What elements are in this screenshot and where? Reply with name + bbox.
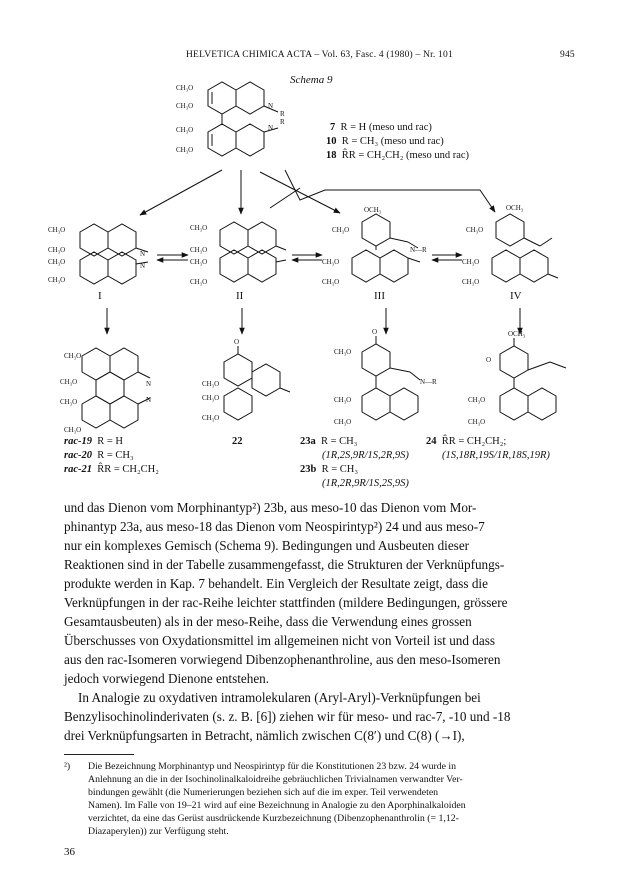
legend-7: 7 R = H (meso und rac) <box>330 122 432 133</box>
running-header: HELVETICA CHIMICA ACTA – Vol. 63, Fasc. 4 (1980) – Nr. 101 <box>186 50 453 60</box>
atom-label-ch3o: CH₃O <box>462 278 480 286</box>
atom-label-och3: OCH₃ <box>508 330 526 338</box>
product-24: 24 R̂R = CH₂CH₂; <box>426 436 507 447</box>
product-24-config: (1S,18R,19S/1R,18S,19R) <box>442 450 550 461</box>
atom-label-ch3o: CH₃O <box>334 348 352 356</box>
body-line: aus den rac-Isomeren vorwiegend Dibenzophenanthroline, aus den meso-Isomeren <box>64 652 501 667</box>
structure-product-22 <box>224 346 290 420</box>
structure-products-19-21 <box>82 348 150 428</box>
body-line: Verknüpfungen in der rac-Reihe leichter stattfinden (mildere Bedingungen, grössere <box>64 595 508 610</box>
atom-label-ch3o: CH₃O <box>48 276 66 284</box>
product-23a-config: (1R,2S,9R/1S,2R,9S) <box>322 450 409 461</box>
atom-label-ch3o: CH₃O <box>462 258 480 266</box>
atom-label-ch3o: CH₃O <box>322 258 340 266</box>
atom-label-ch3o: CH₃O <box>322 278 340 286</box>
atom-label-ch3o: CH₃O <box>202 414 220 422</box>
atom-label-o: O <box>234 338 240 346</box>
atom-label-n: N <box>140 262 146 270</box>
atom-label-ch3o: CH₃O <box>468 418 486 426</box>
atom-label-n: N—R <box>420 378 437 386</box>
atom-label-ch3o: CH₃O <box>334 396 352 404</box>
product-23b-config: (1R,2R,9R/1S,2S,9S) <box>322 478 409 489</box>
product-rac-20: rac-20 R = CH₃ <box>64 450 134 461</box>
atom-label-ch3o: CH₃O <box>190 278 208 286</box>
atom-label-n: N—R <box>410 246 427 254</box>
scheme-title: Schema 9 <box>290 74 333 86</box>
atom-label-ch3o: CH₃O <box>332 226 350 234</box>
structure-start-compound <box>208 82 278 156</box>
atom-label-ch3o: CH₃O <box>190 224 208 232</box>
intermediate-label-I: I <box>98 290 102 302</box>
footnote-text <box>88 760 564 838</box>
atom-label-ch3o: CH₃O <box>60 398 78 406</box>
body-line: drei Verknüpfungsarten in Betracht, nämlich zwischen C(8′) und C(8) (→I), <box>64 728 465 743</box>
intermediate-label-II: II <box>236 290 244 302</box>
product-23a: 23a R = CH₃ <box>300 436 358 447</box>
product-22-label: 22 <box>232 436 243 447</box>
atom-label-n: N <box>146 396 152 404</box>
atom-label-och3: OCH₃ <box>506 204 524 212</box>
atom-label-ch3o: CH₃O <box>202 380 220 388</box>
footnote-line: Diazaperylen)) zur Verfügung steht. <box>88 826 229 837</box>
atom-label-ch3o: CH₃O <box>64 426 82 434</box>
atom-label-ch3o: CH₃O <box>176 146 194 154</box>
footnote-line: Die Bezeichnung Morphinantyp und Neospirintyp für die Konstitutionen 23 bzw. 24 wurde in <box>88 761 457 772</box>
structure-intermediate-II <box>220 222 286 282</box>
atom-label-r: R <box>280 118 285 126</box>
atom-label-ch3o: CH₃O <box>64 352 82 360</box>
body-text <box>64 498 564 745</box>
atom-label-n: N <box>140 250 146 258</box>
atom-label-ch3o: CH₃O <box>60 378 78 386</box>
body-line: Benzylisochinolinderivaten (s. z. B. [6]) ziehen wir für meso- und rac-7, -10 und -18 <box>64 709 511 724</box>
atom-label-ch3o: CH₃O <box>190 246 208 254</box>
atom-label-ch3o: CH₃O <box>468 396 486 404</box>
body-line: Überschusses von Oxydationsmittel im allgemeinen nicht von Vorteil ist und dass <box>64 633 495 648</box>
atom-label-o: O <box>486 356 492 364</box>
footnote-rule <box>64 754 134 755</box>
body-line: nur ein komplexes Gemisch (Schema 9). Bedingungen und Ausbeuten dieser <box>64 538 470 553</box>
body-line: phinantyp 23a, aus meso-18 das Dienon vom Neospirintyp²) 24 und aus meso-7 <box>64 519 485 534</box>
product-rac-21: rac-21 R̂R = CH₂CH₂ <box>64 464 159 475</box>
intermediate-label-III: III <box>374 290 385 302</box>
footnote-marker: ²) <box>64 761 71 772</box>
atom-label-r: R <box>280 110 285 118</box>
atom-label-n: N <box>268 102 274 110</box>
page-number: 945 <box>560 50 575 60</box>
atom-label-ch3o: CH₃O <box>202 394 220 402</box>
product-23b: 23b R = CH₃ <box>300 464 359 475</box>
footnote-line: Anlehnung an die in der Isochinolinalkaloidreihe gebräuchlichen Trivialnamen verwandter Ver- <box>88 774 463 785</box>
atom-label-ch3o: CH₃O <box>334 418 352 426</box>
intermediate-label-IV: IV <box>510 290 522 302</box>
footnote-line: Namen). Im Falle von 19–21 wird auf eine Bezeichnung in Analogie zu den Aporphinalkaloiden <box>88 800 466 811</box>
body-line: Reaktionen sind in der Tabelle zusammengefasst, die Strukturen der Verknüpfungs- <box>64 557 505 572</box>
structure-products-23 <box>362 336 420 420</box>
body-line: produkte werden in Kap. 7 behandelt. Ein Vergleich der Resultate zeigt, dass die <box>64 576 488 591</box>
atom-label-n: N <box>146 380 152 388</box>
atom-label-o: O <box>372 328 378 336</box>
legend-18: 18 R̂R = CH₂CH₂ (meso und rac) <box>326 150 470 161</box>
structure-product-24 <box>500 338 566 420</box>
atom-label-ch3o: CH₃O <box>190 258 208 266</box>
body-line: und das Dienon vom Morphinantyp²) 23b, aus meso-10 das Dienon vom Mor- <box>64 500 477 515</box>
atom-label-n: N <box>268 124 274 132</box>
atom-label-ch3o: CH₃O <box>176 102 194 110</box>
body-line: Gesamtausbeuten) als in der meso-Reihe, dass die Verwendung eines grossen <box>64 614 472 629</box>
atom-label-ch3o: CH₃O <box>48 246 66 254</box>
footnote-line: verzichtet, da eine das Gerüst ausdrückende Kurzbezeichnung (Dibenzophenanthrolin (= 1,12- <box>88 813 459 824</box>
footnote-line: bindungen gewählt (die Numerierungen beziehen sich auf die im exper. Teil verwendeten <box>88 787 439 798</box>
structure-intermediate-I <box>80 224 148 284</box>
signature-mark: 36 <box>64 846 75 858</box>
atom-label-ch3o: CH₃O <box>176 126 194 134</box>
product-rac-19: rac-19 R = H <box>64 436 124 447</box>
atom-label-ch3o: CH₃O <box>176 84 194 92</box>
atom-label-ch3o: CH₃O <box>48 226 66 234</box>
structure-intermediate-IV <box>492 214 558 282</box>
body-line: In Analogie zu oxydativen intramolekularen (Aryl-Aryl)-Verknüpfungen bei <box>78 690 481 705</box>
atom-label-ch3o: CH₃O <box>466 226 484 234</box>
atom-label-ch3o: CH₃O <box>48 258 66 266</box>
legend-10: 10 R = CH₃ (meso und rac) <box>326 136 444 147</box>
atom-label-och3: OCH₃ <box>364 206 382 214</box>
body-line: jedoch vorwiegend Dienone entstehen. <box>64 671 270 686</box>
